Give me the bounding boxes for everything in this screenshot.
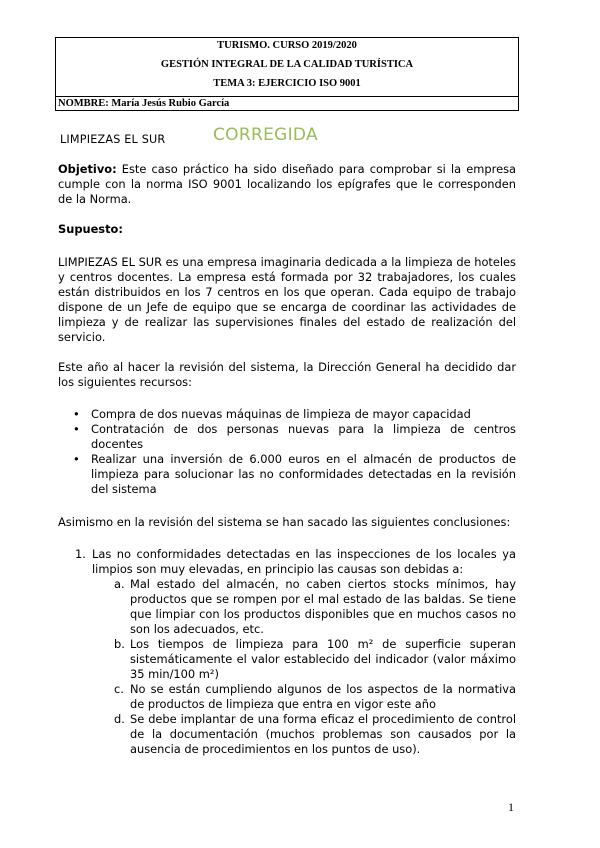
page-number: 1 [508, 800, 514, 814]
list-item: a. Mal estado del almacén, no caben ciertos stocks mínimos, hay productos que se rompen por el mal estado de las baldas. Se tiene que limpiar con los productos disponibles que en muchos casos no son los adecuados, etc. [114, 577, 516, 636]
list-item: • Compra de dos nuevas máquinas de limpieza de mayor capacidad [73, 407, 471, 421]
conclusion-text: Las no conformidades detectadas en las inspecciones de los locales ya limpios son muy elevadas, en principio las causas son debidas a: [92, 547, 516, 576]
conclusions-list [58, 547, 516, 757]
list-item: • Realizar una inversión de 6.000 euros en el almacén de productos de limpieza para solucionar las no conformidades detectadas en la revisión del sistema [73, 452, 516, 496]
causes-list [92, 577, 516, 757]
item-number: 1. [75, 547, 86, 561]
bullet-dot-icon: • [73, 452, 80, 466]
document-body [58, 125, 516, 757]
page-title: LIMPIEZAS EL SUR [60, 133, 166, 146]
objective-label: Objetivo: [58, 162, 117, 176]
document-header [55, 37, 519, 111]
conclusions-intro: Asimismo en la revisión del sistema se han sacado las siguientes conclusiones: [58, 515, 511, 529]
objective-text: Este caso práctico ha sido diseñado para comprobar si la empresa cumple con la norma ISO 9001 localizando los epígrafes que le corresponden de la Norma. [58, 162, 516, 206]
status-label: CORREGIDA [213, 125, 318, 145]
topic-title: TEMA 3: EJERCICIO ISO 9001 [213, 78, 361, 89]
list-item: b. Los tiempos de limpieza para 100 m² de superficie superan sistemáticamente el valor establecido del indicador (valor máximo 35 min/100 m²) [114, 637, 516, 681]
list-item: c. No se están cumpliendo algunos de los aspectos de la normativa de productos de limpieza que entra en vigor este año [114, 682, 516, 711]
review-paragraph: Este año al hacer la revisión del sistema, la Dirección General ha decidido dar los siguientes recursos: [58, 360, 516, 389]
student-name: NOMBRE: María Jesús Rubio García [56, 96, 518, 111]
intro-paragraph: LIMPIEZAS EL SUR es una empresa imaginaria dedicada a la limpieza de hoteles y centros docentes. La empresa está formada por 32 trabajadores, los cuales están distribuidos en los 7 centros en los que operan. Cada equipo de trabajo dispone de un Jefe de equipo que se encarga de coordinar las actividades de limpieza y de realizar las supervisiones finales del estado de realización del servicio. [58, 255, 516, 344]
supuesto-heading: Supuesto: [58, 222, 123, 236]
objective-paragraph [58, 162, 516, 207]
list-item: d. Se debe implantar de una forma eficaz el procedimiento de control de la documentación (muchos problemas son causados por la ausencia de procedimientos en los puntos de uso). [114, 712, 516, 756]
title-row [58, 125, 516, 145]
course-title: TURISMO. CURSO 2019/2020 [217, 40, 357, 51]
list-item [58, 547, 516, 757]
list-item: • Contratación de dos personas nuevas para la limpieza de centros docentes [73, 422, 516, 451]
resources-list [58, 407, 516, 497]
bullet-dot-icon: • [73, 407, 80, 421]
bullet-dot-icon: • [73, 422, 80, 436]
subject-title: GESTIÓN INTEGRAL DE LA CALIDAD TURÍSTICA [160, 59, 414, 70]
